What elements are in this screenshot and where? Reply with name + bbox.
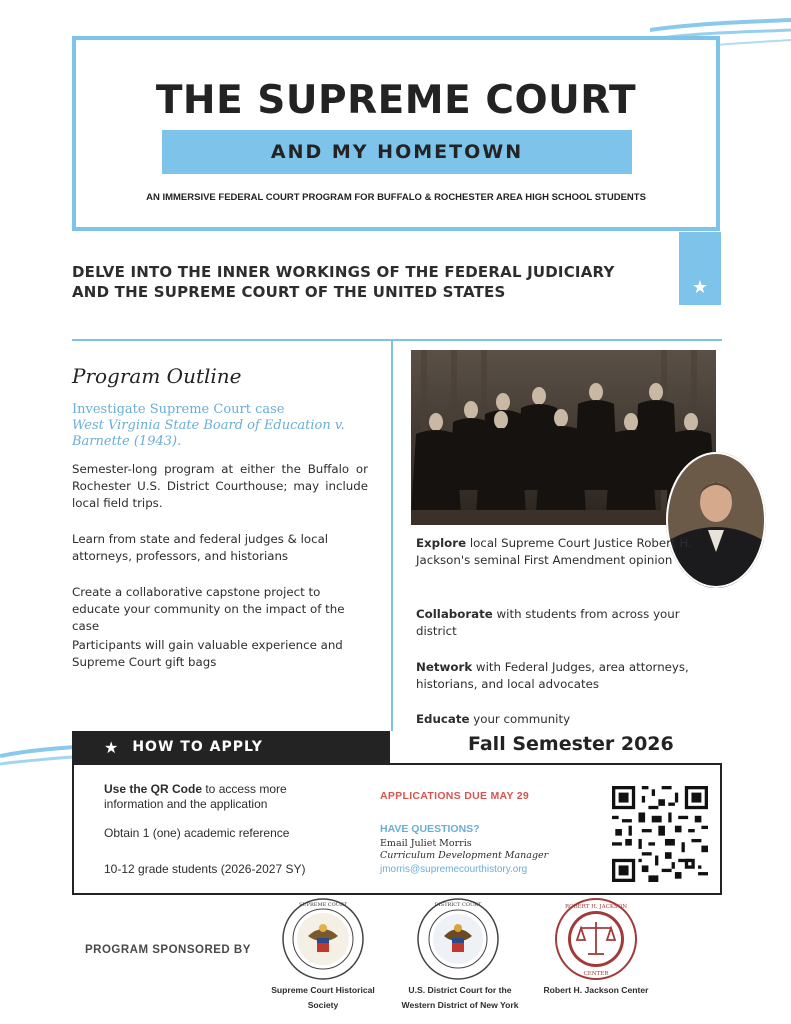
sponsor-caption bbox=[395, 983, 525, 1013]
svg-text:ROBERT H. JACKSON: ROBERT H. JACKSON bbox=[564, 904, 628, 910]
semester-label: Fall Semester 2026 bbox=[468, 733, 674, 755]
star-block bbox=[679, 232, 721, 305]
highlight-explore bbox=[416, 535, 706, 569]
sponsor-name-line: Supreme Court Historical bbox=[271, 985, 375, 995]
headline-line-2: AND THE SUPREME COURT OF THE UNITED STATES bbox=[72, 283, 506, 301]
highlight-text: with students from across your district bbox=[416, 607, 680, 638]
investigate-case bbox=[72, 402, 372, 450]
outline-paragraph: Participants will gain valuable experience and Supreme Court gift bags bbox=[72, 638, 343, 669]
star-icon: ★ bbox=[691, 277, 709, 298]
sponsor-caption bbox=[540, 983, 652, 998]
outline-paragraph: Learn from state and federal judges & local attorneys, professors, and historians bbox=[72, 532, 329, 563]
highlight-collaborate bbox=[416, 606, 706, 640]
grade-requirement: 10-12 grade students (2026-2027 SY) bbox=[104, 862, 306, 876]
historical-society-seal-logo bbox=[282, 898, 364, 980]
sponsor-name-line: U.S. District Court for the bbox=[408, 985, 512, 995]
sponsored-by-label: PROGRAM SPONSORED BY bbox=[85, 944, 251, 956]
highlight-network bbox=[416, 659, 706, 693]
sponsor-caption bbox=[262, 983, 384, 1013]
svg-text:SUPREME COURT: SUPREME COURT bbox=[299, 902, 347, 908]
headline bbox=[72, 262, 672, 302]
contact-name: Email Juliet Morris bbox=[380, 838, 472, 849]
jackson-center-logo bbox=[555, 898, 637, 980]
highlight-bold: Explore bbox=[416, 536, 467, 550]
qr-code[interactable] bbox=[612, 786, 708, 882]
divider-horizontal bbox=[72, 339, 722, 341]
highlight-text: your community bbox=[469, 712, 571, 726]
highlight-text: with Federal Judges, area attorneys, historians, and local advocates bbox=[416, 660, 689, 691]
how-to-apply-bar bbox=[72, 731, 390, 763]
qr-bold: Use the QR Code bbox=[104, 782, 203, 796]
star-icon: ★ bbox=[104, 737, 119, 757]
subtitle-bar bbox=[162, 130, 632, 174]
contact-email-link[interactable]: jmorris@supremecourthistory.org bbox=[380, 864, 528, 875]
sponsor-name-line: Western District of New York bbox=[401, 1000, 519, 1010]
reference-requirement: Obtain 1 (one) academic reference bbox=[104, 826, 290, 840]
qr-instruction bbox=[104, 782, 334, 812]
svg-text:CENTER: CENTER bbox=[583, 971, 609, 977]
highlight-educate bbox=[416, 711, 706, 728]
case-name: West Virginia State Board of Education v. Barnette (1943). bbox=[72, 418, 345, 449]
outline-paragraph: Semester-long program at either the Buffalo or Rochester U.S. District Courthouse; may include local field trips. bbox=[72, 462, 368, 510]
highlight-bold: Network bbox=[416, 660, 473, 674]
outline-paragraph: Create a collaborative capstone project to educate your community on the impact of the case bbox=[72, 585, 345, 633]
sponsor-name-line: Society bbox=[307, 1000, 339, 1010]
highlight-bold: Educate bbox=[416, 712, 470, 726]
investigate-title: Investigate Supreme Court case bbox=[72, 402, 285, 417]
contact-role: Curriculum Development Manager bbox=[380, 850, 549, 861]
page-subtitle: AND MY HOMETOWN bbox=[270, 141, 524, 163]
page-title: THE SUPREME COURT bbox=[155, 78, 637, 123]
qr-text: to access more information and the application bbox=[104, 782, 287, 811]
svg-text:DISTRICT COURT: DISTRICT COURT bbox=[434, 902, 482, 908]
headline-line-1: DELVE INTO THE INNER WORKINGS OF THE FEDERAL JUDICIARY bbox=[72, 263, 615, 281]
applications-due: APPLICATIONS DUE MAY 29 bbox=[380, 790, 530, 802]
tagline: AN IMMERSIVE FEDERAL COURT PROGRAM FOR BUFFALO & ROCHESTER AREA HIGH SCHOOL STUDENTS bbox=[146, 192, 646, 203]
program-outline-title: Program Outline bbox=[72, 364, 242, 388]
highlight-bold: Collaborate bbox=[416, 607, 493, 621]
district-court-seal-logo bbox=[417, 898, 499, 980]
divider-vertical bbox=[391, 341, 393, 731]
how-to-apply-label: HOW TO APPLY bbox=[132, 739, 263, 755]
sponsor-name-line: Robert H. Jackson Center bbox=[543, 985, 649, 995]
highlight-text: local Supreme Court Justice Robert H. Jackson's seminal First Amendment opinion bbox=[416, 536, 692, 567]
have-questions: HAVE QUESTIONS? bbox=[380, 823, 480, 835]
